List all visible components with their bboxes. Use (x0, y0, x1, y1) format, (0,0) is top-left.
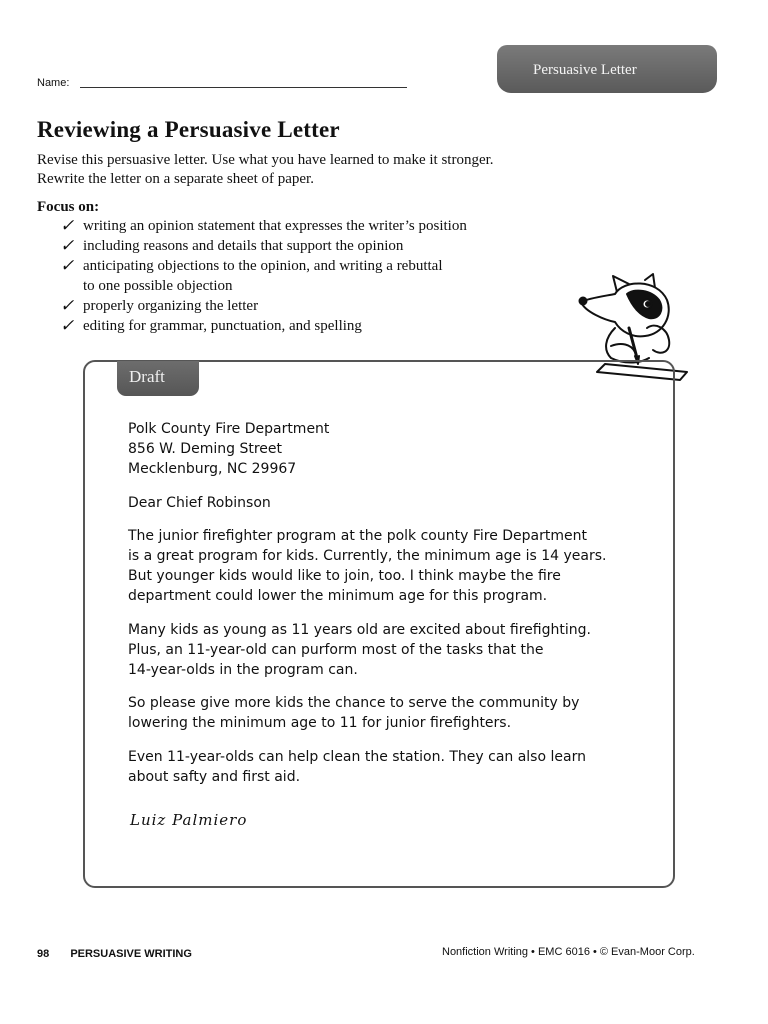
instructions (37, 151, 494, 189)
letter-paragraph (128, 747, 648, 787)
letter-paragraph (128, 620, 648, 680)
focus-item-text: editing for grammar, punctuation, and spelling (83, 318, 362, 334)
letter-paragraph (128, 526, 648, 606)
checkmark-icon: ✓ (60, 316, 75, 335)
section-name: PERSUASIVE WRITING (70, 948, 192, 960)
footer-credit: Nonfiction Writing • EMC 6016 • © Evan-Moor Corp. (442, 946, 695, 958)
paragraph-line: about safty and first aid. (128, 769, 301, 785)
instruction-line: Revise this persuasive letter. Use what you have learned to make it stronger. (37, 152, 494, 168)
name-line (80, 87, 407, 88)
address-line: Mecklenburg, NC 29967 (128, 461, 297, 477)
address-line: 856 W. Deming Street (128, 441, 282, 457)
name-label: Name: (37, 77, 70, 89)
letter-address (128, 419, 648, 479)
paragraph-line: lowering the minimum age to 11 for junior firefighters. (128, 715, 512, 731)
section-tab (497, 45, 717, 93)
salutation: Dear Chief Robinson (128, 495, 271, 511)
footer-left (37, 948, 192, 960)
paragraph-line: is a great program for kids. Currently, the minimum age is 14 years. (128, 548, 607, 564)
paragraph-line: Plus, an 11-year-old can purform most of the tasks that the (128, 642, 544, 658)
focus-item-text: anticipating objections to the opinion, and writing a rebuttal (83, 258, 443, 274)
focus-item-text: including reasons and details that support the opinion (83, 238, 404, 254)
paragraph-line: The junior firefighter program at the polk county Fire Department (128, 528, 587, 544)
focus-list (60, 216, 467, 336)
paragraph-line: Many kids as young as 11 years old are excited about firefighting. (128, 622, 591, 638)
signature: Luiz Palmiero (130, 811, 248, 829)
focus-item-text: properly organizing the letter (83, 298, 259, 314)
page-number: 98 (37, 948, 50, 960)
paragraph-line: Even 11-year-olds can help clean the station. They can also learn (128, 749, 586, 765)
focus-item (60, 256, 467, 296)
checkmark-icon: ✓ (60, 256, 75, 275)
draft-tab-label: Draft (129, 367, 165, 386)
focus-item (60, 296, 467, 316)
checkmark-icon: ✓ (60, 296, 75, 315)
paragraph-line: So please give more kids the chance to serve the community by (128, 695, 580, 711)
page-title: Reviewing a Persuasive Letter (37, 117, 340, 142)
focus-item (60, 236, 467, 256)
letter-paragraph (128, 693, 648, 733)
section-tab-label: Persuasive Letter (533, 62, 637, 78)
focus-label: Focus on: (37, 199, 100, 215)
paragraph-line: But younger kids would like to join, too. I think maybe the fire (128, 568, 561, 584)
focus-item-text: writing an opinion statement that expresses the writer’s position (83, 218, 467, 234)
draft-tab (117, 361, 199, 396)
checkmark-icon: ✓ (60, 216, 75, 235)
address-line: Polk County Fire Department (128, 421, 330, 437)
checkmark-icon: ✓ (60, 236, 75, 255)
letter-salutation (128, 493, 648, 513)
paragraph-line: department could lower the minimum age for this program. (128, 588, 548, 604)
instruction-line: Rewrite the letter on a separate sheet of paper. (37, 171, 314, 187)
focus-item (60, 216, 467, 236)
focus-item (60, 316, 467, 336)
focus-item-continuation: to one possible objection (83, 278, 233, 294)
paragraph-line: 14-year-olds in the program can. (128, 662, 358, 678)
